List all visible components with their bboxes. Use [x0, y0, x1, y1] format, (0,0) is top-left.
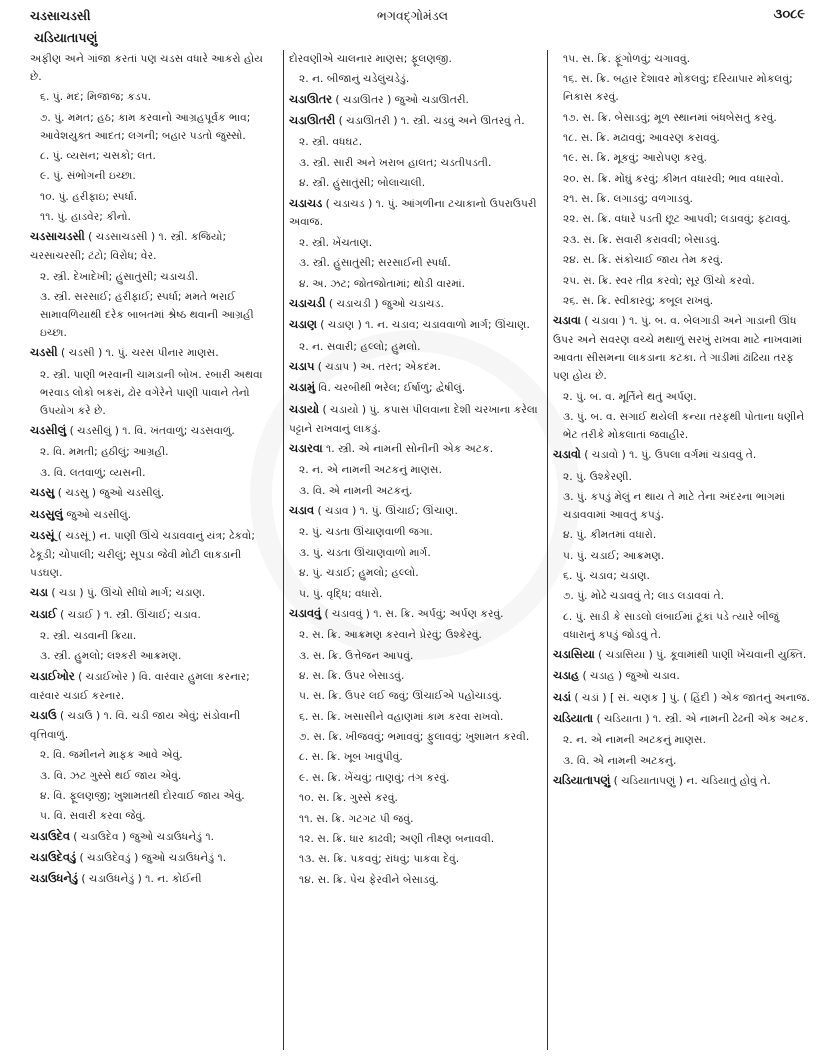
dictionary-entry	[30, 668, 277, 705]
entry-text: ૧૦. પું. હરીફાઇ; સ્પર્ધા.	[40, 189, 138, 203]
entry-text: વિ. ચરબીથી ભરેલ; ઈર્ષાળુ; દ્વેષીલું.	[314, 381, 466, 395]
entry-text: ૨. પું. બ. વ. મૂર્તિને થતું અર્પણ.	[563, 389, 697, 403]
dictionary-entry	[30, 484, 277, 503]
entry-text: ૪. પું. કીમતમાં વધારો.	[563, 528, 657, 542]
headword: ચડાવ	[289, 504, 315, 518]
dictionary-entry	[553, 587, 813, 605]
entry-text: ૨. સ્ત્રી. ચડવાની ક્રિયા.	[40, 628, 137, 642]
dictionary-entry	[30, 167, 277, 185]
dictionary-entry	[289, 154, 541, 172]
entry-text: ૨. સ્ત્રી. પાણી ભરવાની ચામડાની બોખ. રબારી અથવા ભરવાડ લોકો બકરાં, ઢોર વગેરેને પાણી પાવાને તેનો ઉપયોગ કરે છે.	[40, 367, 263, 417]
headword: ચડાં	[553, 690, 572, 704]
dictionary-entry	[553, 70, 813, 106]
entry-text: ૩. સ્ત્રી. સારી અને ખરાબ હાલત; ચડતીપડતી.	[299, 155, 492, 169]
headword: ચડાઉદેવડું	[30, 851, 77, 865]
entry-text: ( ચડાઊતરી ) ૧. સ્ત્રી. ચડવું અને ઊતરવું તે.	[335, 114, 525, 128]
entry-text: ( ચડાવો ) ૧. પું. ઉપલા વર્ગમાં ચડાવવું તે.	[580, 448, 757, 462]
dictionary-entry	[289, 502, 541, 521]
dictionary-entry	[289, 544, 541, 562]
dictionary-entry	[289, 564, 541, 582]
entry-text: ૨૧. સ. ક્રિ. લગાડવું; વળગાડવું.	[563, 192, 693, 206]
entry-text: ૩. વિ. લતવાળું; વ્યસની.	[40, 465, 146, 479]
dictionary-entry	[553, 667, 813, 686]
entry-text: ૨. સ્ત્રી. વધઘટ.	[299, 135, 363, 149]
headword: ચડસૂં	[30, 528, 55, 542]
entry-text: ( ચડા ) પું. ઊંચો સીધો માર્ગ; ચડાણ.	[48, 586, 206, 600]
entry-text: ૩. સ્ત્રી. સરસાઈ; હરીફાઈ; સ્પર્ધા; મમતે ભરાઈ સામાવળિયાથી દરેક બાબતમાં શ્રેષ્ઠ થવાની આગ્રહી ઇચ્છા.	[40, 290, 254, 340]
dictionary-entry	[289, 50, 541, 68]
column-divider	[547, 50, 548, 1050]
dictionary-entry	[553, 567, 813, 585]
dictionary-entry	[553, 251, 813, 269]
headword: ચડામું	[289, 381, 315, 395]
dictionary-entry	[289, 667, 541, 685]
entry-text: ૯. સ. ક્રિ. ખેંચવું; તાણવું; તંગ કરવું.	[299, 770, 450, 784]
dictionary-entry	[289, 605, 541, 624]
entry-text: ( ચડસીલું ) ૧. વિ. ખંતવાળું; ચડસવાળું.	[66, 424, 235, 438]
dictionary-entry	[553, 526, 813, 544]
header-book-title: ભગવદ્ગોમંડલ	[376, 8, 449, 23]
dictionary-entry	[30, 422, 277, 441]
entry-text: ( ચડાઉધનેડું ) ૧. ન. કોઈની	[77, 872, 202, 886]
entry-text: ( ચડાચડ ) ૧. પું. આંગળીના ટચાકાનો ઉપરાઉપરી અવાજ.	[289, 196, 537, 229]
entry-text: ૭. પું. મોઢે ચડાવવું તે; લાડ લડાવવાં તે.	[563, 589, 725, 603]
headword: ચડાચડ	[289, 196, 323, 210]
headword: ચડસુલું	[30, 507, 63, 521]
dictionary-entry	[289, 461, 541, 479]
entry-text: ૧૬. સ. ક્રિ. બહાર દેશાવર મોકલવું; દરિયાપાર મોકલવું; નિકાસ કરવું.	[563, 72, 793, 104]
entry-text: ( ચડાઉ ) ૧. વિ. ચડી જાય એવું; સંડોવાની વૃત્તિવાળું.	[30, 708, 241, 741]
entry-text: ૨૪. સ. ક્રિ. સંકોચાઈ જાય તેમ કરવું.	[563, 253, 724, 267]
headword: ચડિયાતાપણું	[553, 774, 611, 788]
dictionary-entry	[553, 731, 813, 749]
entry-text: ૨. સ્ત્રી. દેખાદેખી; હુંસાતુંસી; ચડાચડી.	[40, 269, 199, 283]
dictionary-entry	[289, 358, 541, 377]
dictionary-entry	[553, 210, 813, 228]
entry-text: ૨. ન. એ નામની અટકનું માણસ.	[563, 733, 706, 747]
entry-text: ( ચડાવા ) ૧. પું. બ. વ. બેલગાડી અને ગાડાની ઊંધ ઉપર અને સવરણ વચ્ચે મથાળું સરખું રાખવા માટે નાખવામાં આવતા સીસમના લાકડાના કટકા. તે ગાડીમાં ઢાંઢિયા તરફ પણ હોય છે.	[553, 314, 803, 383]
entry-text: ૨. પું. ચડતા ઊંચાણવાળી જગા.	[299, 525, 433, 539]
entry-text: ( ચડિયાતાપણું ) ન. ચડિયાતું હોવું તે.	[610, 774, 771, 788]
entry-text: ૨. ન. બીજાનું ચડેલુંચડેડું.	[299, 72, 410, 86]
entry-text: ૩. વિ. એ નામની અટકનું.	[563, 753, 677, 767]
entry-text: ૩. વિ. ઝટ ગુસ્સે થઈ જાય એવું.	[40, 768, 182, 782]
headword: ચડાઈ	[30, 607, 57, 621]
dictionary-entry	[30, 228, 277, 265]
entry-text: ૫. પું. વૃદ્ધિ; વધારો.	[299, 586, 383, 600]
dictionary-entry	[30, 268, 277, 286]
entry-text: ( ચડાઉદેવડું ) જુઓ ચડાઉધનેડું ૧.	[76, 851, 227, 865]
entry-text: ૯. પું. સંભોગની ઇચ્છા.	[40, 169, 136, 183]
dictionary-entry	[553, 149, 813, 167]
dictionary-entry	[289, 810, 541, 828]
dictionary-entry	[289, 687, 541, 705]
headword: ચડાણ	[289, 318, 317, 332]
dictionary-entry	[30, 828, 277, 847]
entry-text: ૨. સ. ક્રિ. આક્રમણ કરવાને પ્રેરવું; ઉશ્કેરવું.	[299, 628, 482, 642]
headword: ચડાવો	[553, 448, 581, 462]
entry-text: ( ચડાઉદેવ ) જુઓ ચડાઉધનેડું ૧.	[69, 829, 215, 843]
dictionary-entry	[289, 523, 541, 541]
entry-text: ૩. સ્ત્રી. હુંસાતુંસી; સરસાઈની સ્પર્ધા.	[299, 256, 451, 270]
column-divider	[283, 50, 284, 1050]
entry-text: ( ચડાણ ) ૧. ન. ચડાવ; ચડાવવાળો માર્ગ; ઊંચાણ.	[316, 318, 530, 332]
dictionary-entry	[30, 807, 277, 825]
entry-text: ૭. પું. મમત; હઠ; કામ કરવાનો આગ્રહપૂર્વક ભાવ; આવેશયુક્ત આદત; લગની; બહાર પડતો જુસ્સો.	[40, 110, 251, 142]
entry-text: ( ચડાપ ) અ. તરત; એકદમ.	[314, 360, 441, 373]
dictionary-entry	[289, 379, 541, 398]
dictionary-entry	[553, 710, 813, 729]
entry-text: ૩. પું. બ. વ. સગાઈ થયેલી કન્યા તરફથી પોતાના ધણીને ભેટ તરીકે મોકલાતાં જવાહીર.	[563, 409, 805, 441]
entry-text: ( ચડસી ) ૧. પું. ચરસ પીનાર માણસ.	[57, 346, 219, 360]
dictionary-entry	[553, 190, 813, 208]
entry-text: ( ચડસુ ) જુઓ ચડસીલું.	[54, 486, 165, 500]
entry-text: ૪. વિ. ફૂલણજી; ખુશામતથી દોરવાઈ જાય એવું.	[40, 789, 245, 802]
entry-text: ૩. પું. ચડતા ઊંચાણવાળો માર્ગ.	[299, 545, 431, 559]
dictionary-entry	[553, 312, 813, 385]
dictionary-entry	[289, 254, 541, 272]
dictionary-entry	[289, 275, 541, 293]
dictionary-entry	[289, 133, 541, 151]
dictionary-entry	[30, 50, 277, 86]
dictionary-entry	[30, 288, 277, 342]
headword: ચડાયો	[289, 402, 320, 416]
dictionary-entry	[289, 234, 541, 252]
entry-text: ૨૫. સ. ક્રિ. સ્વર તીવ્ર કરવો; સૂર ઊંચો કરવો.	[563, 273, 755, 287]
entry-text: ( ચડસૂં ) ન. પાણી ઊંચે ચડાવવાનું યંત્ર; ઢેકવો; ઢેકૂડી; ચોપાલી; ચરીલું; સૂપડા જેવી મોટી લાકડાની પડઘણ.	[30, 528, 255, 579]
dictionary-entry	[289, 112, 541, 131]
entry-text: ( ચડાવ ) ૧. પું. ઊંચાઈ; ઊંચાણ.	[314, 504, 458, 518]
header-left-guide-word: ચડસાચડસી	[30, 8, 91, 23]
dictionary-entry	[30, 527, 277, 582]
entry-text: ( ચડાયો ) પું. કપાસ પીલવાના દેશી ચરખાના કરેલા પટ્ટાને રાખવાનું લાકડું.	[289, 402, 538, 435]
dictionary-entry	[30, 506, 277, 525]
corner-guide-word: ચડિયાતાપણું	[34, 30, 98, 45]
headword: ચડસુ	[30, 486, 55, 500]
dictionary-entry	[289, 728, 541, 746]
dictionary-entry	[289, 174, 541, 192]
entry-text: ૧૮. સ. ક્રિ. મઢાવવું; આવરણ કરાવવું.	[563, 131, 720, 145]
dictionary-entry	[289, 830, 541, 848]
entry-text: ૪. અ. ઝટ; જોતજોતામાં; થોડી વારમાં.	[299, 276, 465, 290]
dictionary-entry	[30, 443, 277, 461]
dictionary-entry	[553, 388, 813, 406]
entry-text: ૮. સ. ક્રિ. ખૂબ ખાવુંપીવું.	[299, 750, 403, 764]
dictionary-entry	[553, 608, 813, 644]
entry-text: ૨. પું. ઉશ્કેરણી.	[563, 469, 632, 483]
headword: ચડાઊતરી	[289, 114, 336, 128]
entry-text: ૧૧. સ. ક્રિ. ગટગટ પી જવું.	[299, 811, 414, 825]
dictionary-entry	[289, 295, 541, 314]
entry-text: ૮. પું. વ્યસન; ચસકો; લત.	[40, 149, 156, 163]
entry-text: ૧૧. પું. હાડવેર; કીનો.	[40, 210, 131, 224]
entry-text: ૮. પું. સાડી કે સાડલો લંબાઈમાં ટૂંકાં પડે ત્યારે બીજું વધારાનું કપડું જોડવું તે.	[563, 609, 779, 641]
dictionary-entry	[553, 231, 813, 249]
entry-text: ૧૩. સ. ક્રિ. પકવવું; રાંધવું; પાકવા દેવું.	[299, 852, 460, 866]
entry-text: ૬. પું. ચડાવ; ચડાણ.	[563, 569, 650, 582]
entry-text: અફીણ અને ગાંજા કરતાં પણ ચડસ વધારે આકરો હોય છે.	[30, 52, 264, 83]
dictionary-entry	[30, 849, 277, 868]
headword: ચડસી	[30, 346, 58, 360]
entry-text: ૨૦. સ. ક્રિ. મોંઘું કરવું; કીમત વધારવી; ભાવ વધારવો.	[563, 171, 784, 185]
entry-text: ૧૯. સ. ક્રિ. મૂકવું; આરોપણ કરવું.	[563, 151, 707, 165]
dictionary-entry	[30, 870, 277, 889]
dictionary-entry	[553, 129, 813, 147]
entry-text: ૭. સ. ક્રિ. ખીજવવું; ભમાવવું; ફુલાવવું; ખુશામત કરવી.	[299, 730, 530, 744]
dictionary-entry	[30, 188, 277, 206]
entry-text: ૫. વિ. સવારી કરવા જેવું.	[40, 809, 146, 823]
entry-text: ૩. સ્ત્રી. હુમલો; લશ્કરી આક્રમણ.	[40, 649, 182, 663]
entry-text: ૨૩. સ. ક્રિ. સવારી કરાવવી; બેસાડવું.	[563, 232, 721, 246]
dictionary-entry	[30, 88, 277, 106]
entry-text: દોરવણીએ ચાલનાર માણસ; ફૂલણજી.	[289, 52, 452, 65]
dictionary-entry	[30, 464, 277, 482]
entry-text: ૨. સ્ત્રી. ખેંચતાણ.	[299, 235, 373, 249]
dictionary-entry	[289, 440, 541, 459]
dictionary-entry	[553, 547, 813, 565]
entry-text: ( ચડાઈ ) ૧. સ્ત્રી. ઊંચાઈ; ચડાવ.	[56, 607, 201, 621]
dictionary-entry	[30, 627, 277, 645]
dictionary-entry	[30, 366, 277, 420]
dictionary-entry	[289, 195, 541, 232]
dictionary-entry	[289, 316, 541, 335]
entry-text: ૨૬. સ. ક્રિ. સ્વીકારવું; કબૂલ રાખવું.	[563, 293, 714, 307]
headword: ચડાઉ	[30, 708, 57, 722]
entry-text: ૨૨. સ. ક્રિ. વધારે પડતી છૂટ આપવી; લડાવવું; ફટાવવું.	[563, 212, 791, 226]
entry-text: ૧૦. સ. ક્રિ. ગુસ્સે કરવું.	[299, 791, 398, 805]
dictionary-entry	[289, 850, 541, 868]
column-3	[553, 50, 813, 1054]
dictionary-entry	[30, 767, 277, 785]
headword: ચડાહ	[553, 669, 580, 683]
entry-text: ( ચડસાચડસી ) ૧. સ્ત્રી. કજિયો; ચરસાચરસી; ટંટો; વિરોધ; વેર.	[30, 230, 227, 263]
dictionary-entry	[30, 109, 277, 145]
dictionary-entry	[289, 401, 541, 438]
dictionary-entry	[553, 109, 813, 127]
dictionary-entry	[30, 344, 277, 363]
headword: ચડાવવું	[289, 606, 322, 620]
entry-text: ૩. પું. કપડું મેલું ન થાય તે માટે તેના અંદરના ભાગમાં ચડાવવામાં આવતું કપડું.	[563, 489, 785, 521]
dictionary-entry	[289, 338, 541, 356]
headword: ચડાપ	[289, 360, 315, 373]
entry-text: ( ચડાહ ) જુઓ ચડાવ.	[579, 669, 680, 683]
dictionary-entry	[553, 292, 813, 310]
headword: ચડાચડી	[289, 296, 326, 310]
dictionary-entry	[30, 707, 277, 744]
entry-text: જુઓ ચડસીલું.	[62, 507, 132, 521]
headword: ચડાઉધનેડું	[30, 872, 78, 886]
dictionary-entry	[553, 689, 813, 708]
entry-text: ૧૭. સ. ક્રિ. બેસાડવું; મૂળ સ્થાનમાં બંધબેસતું કરવું.	[563, 110, 777, 124]
entry-text: ૬. પું. મદ; મિજાજ; કડપ.	[40, 90, 152, 104]
entry-text: ( ચડિયાતા ) ૧. સ્ત્રી. એ નામની ઢેઢની એક અટક.	[593, 712, 809, 726]
dictionary-entry	[289, 70, 541, 88]
entry-text: ( ચડાં ) [ સં. ચણક ] પું. ( હિંદી ) એક જાતનું અનાજ.	[571, 690, 810, 704]
headword: ચડાઈખોર	[30, 669, 75, 683]
dictionary-entry	[553, 50, 813, 68]
dictionary-entry	[553, 646, 813, 665]
headword: ચડાસિયા	[553, 648, 595, 662]
dictionary-entry	[553, 446, 813, 465]
entry-text: ૨. ન. સવારી; હલ્લો; હુમલો.	[299, 339, 421, 353]
entry-text: ૫. પું. ચડાઈ; આક્રમણ.	[563, 548, 665, 562]
headword: ચડા	[30, 586, 49, 600]
column-2	[289, 50, 541, 1054]
entry-text: ૫. સ. ક્રિ. ઉપર લઈ જવું; ઊંચાઈએ પહોંચાડવું.	[299, 689, 502, 703]
dictionary-entry	[30, 584, 277, 603]
entry-text: ૪. સ્ત્રી. હુંસાતુંસી; બોલાચાલી.	[299, 176, 426, 190]
headword: ચડસીલું	[30, 424, 67, 438]
headword: ચડિયાતા	[553, 712, 594, 726]
headword: ચડસાચડસી	[30, 230, 85, 244]
dictionary-entry	[553, 408, 813, 444]
page-number: ૩૦૮૯	[773, 7, 805, 22]
headword: ચડાવા	[553, 314, 581, 328]
entry-text: ૩. વિ. એ નામની અટકનું.	[299, 483, 413, 497]
dictionary-entry	[289, 748, 541, 766]
entry-text: ( ચડાવવું ) ૧. સ. ક્રિ. અર્પવું; અર્પણ કરવું.	[321, 606, 504, 620]
dictionary-entry	[289, 91, 541, 110]
entry-text: ૨. ન. એ નામની અટકનું માણસ.	[299, 463, 442, 477]
headword: ચડારવા	[289, 442, 323, 456]
headword: ચડાઊતર	[289, 92, 333, 106]
dictionary-entry	[289, 585, 541, 603]
dictionary-entry	[289, 626, 541, 644]
entry-text: ૧૫. સ. ક્રિ. ફૂંગોળવું; ચગાવવું.	[563, 52, 691, 65]
entry-text: ૧૨. સ. ક્રિ. ધાર કાઢવી; અણી તીક્ષ્ણ બનાવવી.	[299, 831, 495, 845]
dictionary-entry	[30, 606, 277, 625]
dictionary-entry	[553, 170, 813, 188]
dictionary-entry	[553, 468, 813, 486]
dictionary-entry	[30, 208, 277, 226]
entry-text: ( ચડાચડી ) જુઓ ચડાચડ.	[325, 296, 444, 310]
dictionary-entry	[30, 746, 277, 764]
dictionary-entry	[553, 752, 813, 770]
entry-text: ૪. સ. ક્રિ. ઉપર બેસાડવું.	[299, 669, 405, 682]
dictionary-entry	[289, 647, 541, 665]
dictionary-entry	[553, 772, 813, 791]
entry-text: ૧૪. સ. ક્રિ. પેચ ફેરવીને બેસાડવું.	[299, 872, 439, 886]
entry-text: ( ચડાસિયા ) પું. કૂવામાંથી પાણી ખેંચવાની યુક્તિ.	[594, 648, 807, 662]
entry-text: ૬. સ. ક્રિ. ખસાસીને વહાણમાં કામ કરવા રાખવો.	[299, 709, 504, 723]
entry-text: ૨. વિ. જમીનને માફક આવે એવું.	[40, 748, 183, 762]
entry-text: ૨. વિ. મમતી; હઠીલું; આગ્રહી.	[40, 445, 169, 459]
dictionary-entry	[289, 708, 541, 726]
entry-text: ૧. સ્ત્રી. એ નામની સોનીની એક અટક.	[322, 442, 494, 456]
entry-text: ૩. સ. ક્રિ. ઉત્તેજન આપવું.	[299, 648, 414, 662]
headword: ચડાઉદેવ	[30, 829, 70, 843]
entry-text: ૪. પું. ચડાઈ; હુમલો; હલ્લો.	[299, 566, 419, 580]
dictionary-entry	[289, 769, 541, 787]
dictionary-entry	[30, 647, 277, 665]
entry-text: ( ચડાઈખોર ) વિ. વારંવાર હુમલા કરનાર; વારંવાર ચડાઈ કરનાર.	[30, 669, 250, 702]
column-1	[30, 50, 277, 1054]
page-header	[14, 6, 811, 26]
dictionary-entry	[553, 272, 813, 290]
entry-text: ( ચડાઊતર ) જુઓ ચડાઊતરી.	[332, 92, 469, 106]
dictionary-entry	[30, 147, 277, 165]
dictionary-entry	[289, 871, 541, 889]
dictionary-entry	[289, 482, 541, 500]
dictionary-entry	[553, 488, 813, 524]
dictionary-entry	[30, 787, 277, 805]
dictionary-entry	[289, 789, 541, 807]
